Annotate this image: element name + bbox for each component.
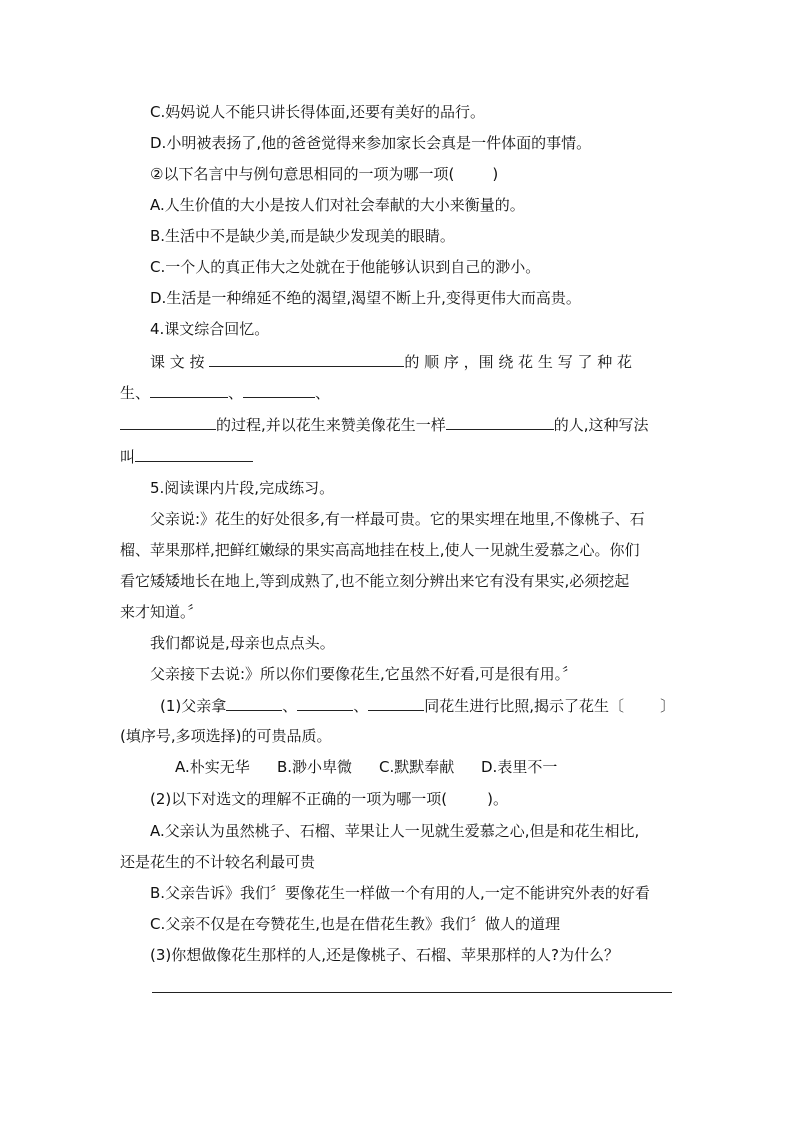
q5-title: 5.阅读课内片段,完成练习。 xyxy=(150,479,335,497)
q5-s1-text-a: (1)父亲拿 xyxy=(160,697,227,715)
q4-line3-text-b: 的人,这种写法 xyxy=(553,416,649,434)
q5-passage-para-2: 我们都说是,母亲也点点头。 xyxy=(150,634,335,652)
q5-s1-line2: (填序号,多项选择)的可贵品质。 xyxy=(120,727,332,745)
q5-s2-option-a-line2: 还是花生的不计较名利最可贵 xyxy=(120,853,316,871)
q4-line3-text-a: 的过程,并以花生来赞美像花生一样 xyxy=(216,416,446,434)
q5-s1-option-c: C.默默奉献 xyxy=(379,758,455,776)
q3-option-c: C.妈妈说人不能只讲长得体面,还要有美好的品行。 xyxy=(150,103,486,121)
q4-order-blank[interactable] xyxy=(209,351,404,367)
q5-s3-answer-line[interactable] xyxy=(152,992,672,993)
q3-sub2-text: ②以下名言中与例句意思相同的一项为哪一项( xyxy=(150,165,455,183)
q5-s1-sep-2: 、 xyxy=(353,697,369,715)
q4-line1 xyxy=(150,351,632,372)
q5-s1-close: 〕 xyxy=(660,697,676,715)
q3-sub2-option-b: B.生活中不是缺少美,而是缺少发现美的眼睛。 xyxy=(150,227,455,245)
q5-s1-option-d: D.表里不一 xyxy=(481,758,558,776)
q5-s2-option-c: C.父亲不仅是在夸赞花生,也是在借花生教》我们〞做人的道理 xyxy=(150,915,561,933)
q5-s1-blank-1[interactable] xyxy=(226,695,282,711)
q5-s1-blank-2[interactable] xyxy=(297,695,353,711)
q5-s1-blank-3[interactable] xyxy=(368,695,424,711)
q4-sep-2: 、 xyxy=(315,384,331,402)
q5-s2-option-a-line1: A.父亲认为虽然桃子、石榴、苹果让人一见就生爱慕之心,但是和花生相比, xyxy=(150,822,640,840)
q4-line1-text-b: 的 顺 序 ，围 绕 花 生 写 了 种 花 xyxy=(404,353,633,371)
q4-line4-text: 叫 xyxy=(120,448,136,466)
q4-line2-text: 生、 xyxy=(120,384,151,402)
q4-step2-blank[interactable] xyxy=(243,382,315,398)
q5-s2-text-a: (2)以下对选文的理解不正确的一项为哪一项( xyxy=(150,790,448,808)
q4-line4 xyxy=(120,446,253,467)
q4-step1-blank[interactable] xyxy=(150,382,228,398)
q3-sub2-prompt xyxy=(150,164,498,184)
q4-line3 xyxy=(120,414,649,435)
q5-s1-option-b: B.渺小卑微 xyxy=(277,758,353,776)
q5-passage-line-4: 来才知道。〞 xyxy=(120,603,203,621)
q5-s1-line1 xyxy=(160,695,675,716)
q5-s1-sep-1: 、 xyxy=(282,697,298,715)
q4-line2 xyxy=(120,382,330,403)
q3-sub2-close: ) xyxy=(492,165,499,183)
q4-title: 4.课文综合回忆。 xyxy=(150,320,270,338)
q3-sub2-option-d: D.生活是一种绵延不绝的渴望,渴望不断上升,变得更伟大而高贵。 xyxy=(150,289,581,307)
q4-technique-blank[interactable] xyxy=(135,446,253,462)
q4-sep-1: 、 xyxy=(228,384,244,402)
q4-line1-text-a: 课 文 按 xyxy=(150,353,205,371)
q4-step3-blank[interactable] xyxy=(120,414,216,430)
q5-s1-options xyxy=(175,757,557,777)
q3-option-d: D.小明被表扬了,他的爸爸觉得来参加家长会真是一件体面的事情。 xyxy=(150,134,592,152)
q3-sub2-option-c: C.一个人的真正伟大之处就在于他能够认识到自己的渺小。 xyxy=(150,258,541,276)
q5-passage-line-3: 看它矮矮地长在地上,等到成熟了,也不能立刻分辨出来它有没有果实,必须挖起 xyxy=(120,572,630,590)
q3-sub2-option-a: A.人生价值的大小是按人们对社会奉献的大小来衡量的。 xyxy=(150,196,525,214)
q5-s2-prompt xyxy=(150,789,508,809)
q5-s2-option-b: B.父亲告诉》我们〞要像花生一样做一个有用的人,一定不能讲究外表的好看 xyxy=(150,884,650,902)
q5-passage-line-1: 父亲说:》花生的好处很多,有一样最可贵。它的果实埋在地里,不像桃子、石 xyxy=(150,510,645,528)
q5-passage-line-2: 榴、苹果那样,把鲜红嫩绿的果实高高地挂在枝上,使人一见就生爱慕之心。你们 xyxy=(120,541,640,559)
q5-passage-para-3: 父亲接下去说:》所以你们要像花生,它虽然不好看,可是很有用。〞 xyxy=(150,665,578,683)
q5-s1-option-a: A.朴实无华 xyxy=(175,758,250,776)
q4-praise-blank[interactable] xyxy=(446,414,554,430)
q5-s3-prompt: (3)你想做像花生那样的人,还是像桃子、石榴、苹果那样的人?为什么？ xyxy=(150,946,619,964)
q5-s2-text-b: )。 xyxy=(487,790,508,808)
q5-s1-text-b: 同花生进行比照,揭示了花生〔 xyxy=(424,697,625,715)
